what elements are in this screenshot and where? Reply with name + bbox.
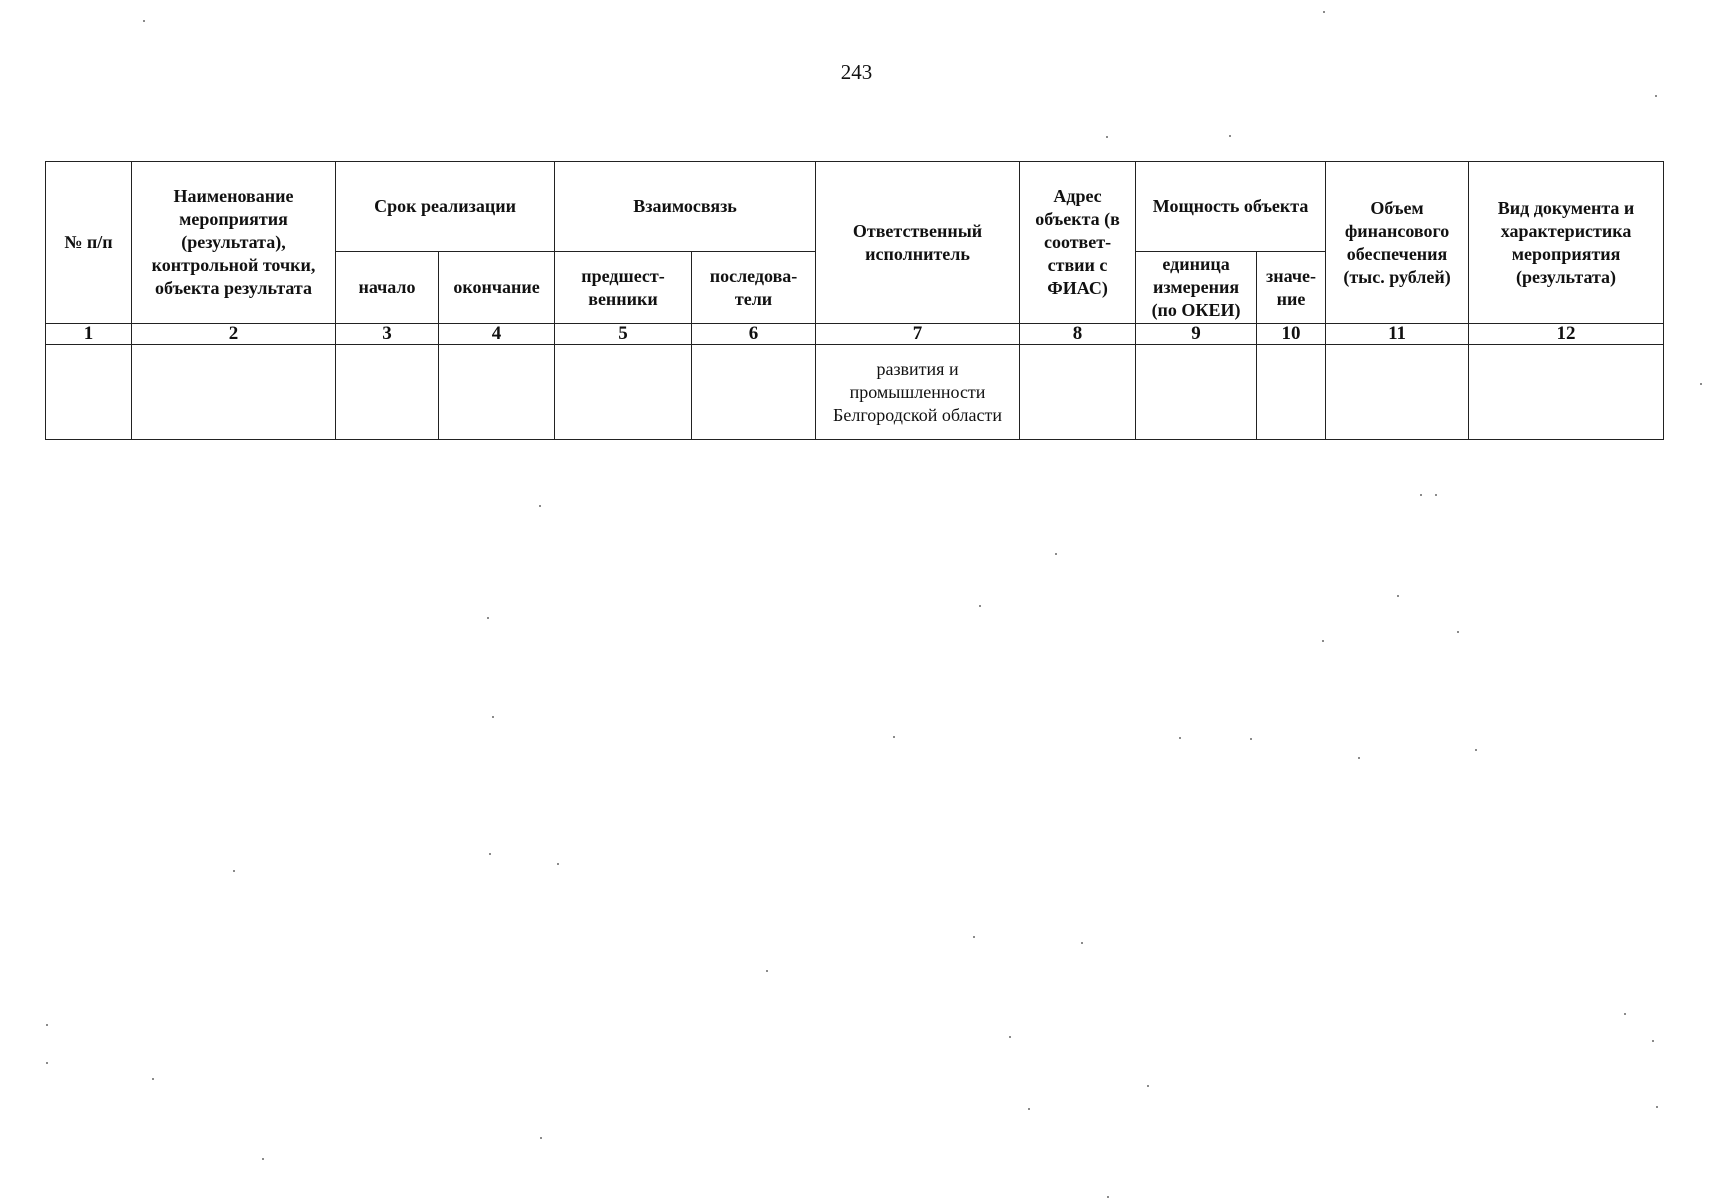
col-header-successors: последова-тели [692, 252, 816, 324]
col-header-document: Вид документа и характеристика мероприятия (результата) [1469, 162, 1664, 324]
column-number: 8 [1020, 324, 1136, 345]
col-header-relation: Взаимосвязь [555, 162, 816, 252]
col-header-value: значе-ние [1257, 252, 1326, 324]
col-header-name: Наименование мероприятия (результата), контрольной точки, объекта результата [132, 162, 336, 324]
col-header-unit: единица измерения (по ОКЕИ) [1136, 252, 1257, 324]
col-header-number: № п/п [46, 162, 132, 324]
table-row [46, 345, 1664, 440]
column-number: 4 [439, 324, 555, 345]
cell-funding [1326, 345, 1469, 440]
column-number: 10 [1257, 324, 1326, 345]
col-header-end: окончание [439, 252, 555, 324]
column-number: 1 [46, 324, 132, 345]
cell-end [439, 345, 555, 440]
column-number: 3 [336, 324, 439, 345]
cell-unit [1136, 345, 1257, 440]
cell-responsible: развития и промышленности Белгородской области [816, 345, 1020, 440]
cell-value [1257, 345, 1326, 440]
col-header-start: начало [336, 252, 439, 324]
col-header-capacity: Мощность объекта [1136, 162, 1326, 252]
column-number: 9 [1136, 324, 1257, 345]
cell-number [46, 345, 132, 440]
cell-document [1469, 345, 1664, 440]
cell-predecessors [555, 345, 692, 440]
col-header-responsible: Ответственный исполнитель [816, 162, 1020, 324]
col-header-address: Адрес объекта (в соответ-ствии с ФИАС) [1020, 162, 1136, 324]
column-number: 12 [1469, 324, 1664, 345]
col-header-predecessors: предшест-венники [555, 252, 692, 324]
cell-start [336, 345, 439, 440]
page-number: 243 [840, 60, 873, 84]
column-number: 2 [132, 324, 336, 345]
cell-address [1020, 345, 1136, 440]
column-number: 7 [816, 324, 1020, 345]
col-header-period: Срок реализации [336, 162, 555, 252]
plan-table [45, 161, 1664, 440]
column-number: 6 [692, 324, 816, 345]
col-header-funding: Объем финансового обеспечения (тыс. рублей) [1326, 162, 1469, 324]
column-number-row [46, 324, 1664, 345]
header-row-1 [46, 162, 1664, 252]
cell-successors [692, 345, 816, 440]
cell-name [132, 345, 336, 440]
column-number: 11 [1326, 324, 1469, 345]
column-number: 5 [555, 324, 692, 345]
